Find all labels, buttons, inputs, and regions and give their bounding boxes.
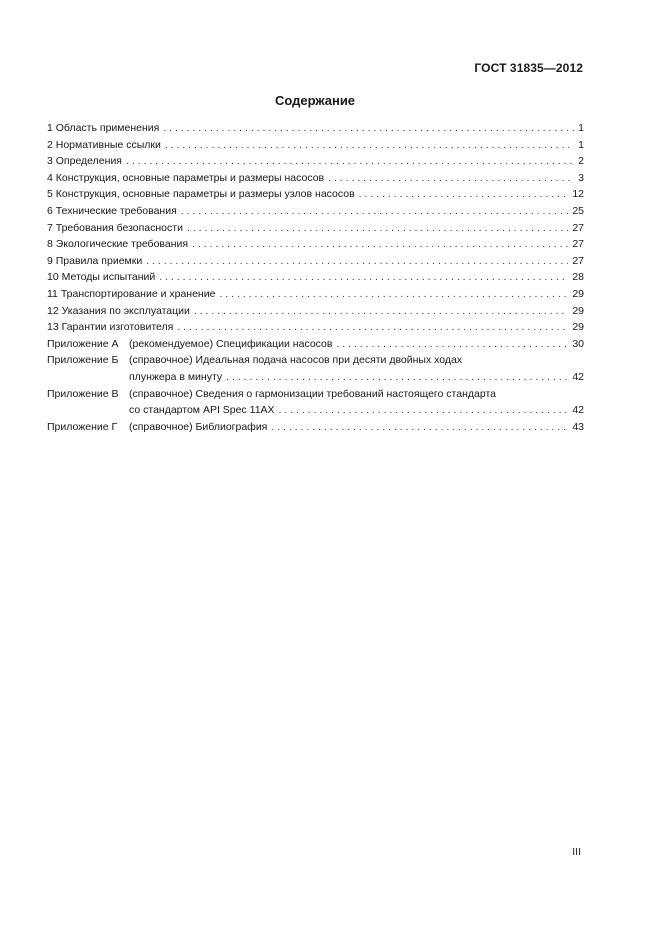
toc-entry-page: 1 [578, 122, 584, 134]
toc-entry-5[interactable] [47, 186, 584, 203]
toc-entry-page: 25 [572, 204, 584, 217]
dot-leader [219, 286, 568, 303]
dot-leader [126, 153, 574, 170]
toc-entry-8[interactable] [47, 236, 584, 253]
appendix-name: Приложение В [47, 387, 119, 400]
toc-entry-page: 3 [578, 171, 584, 184]
toc-entry-page: 2 [578, 155, 584, 168]
appendix-page: 30 [572, 337, 584, 350]
toc-entry-13[interactable] [47, 319, 584, 336]
appendix-title-cont: со стандартом API Spec 11AX [129, 404, 275, 417]
toc-entry-page: 12 [572, 188, 584, 201]
toc-entry-1[interactable] [47, 120, 584, 137]
toc-entry-label: 12 Указания по эксплуатации [47, 304, 190, 317]
toc-entry-12[interactable] [47, 303, 584, 320]
dot-leader [226, 369, 568, 386]
appendix-name: Приложение Г [47, 420, 118, 433]
toc-entry-label: 8 Экологические требования [47, 238, 189, 251]
toc-entry-label: 5 Конструкция, основные параметры и размеры узлов насосов [47, 188, 355, 201]
dot-leader [271, 419, 568, 436]
toc-entry-6[interactable] [47, 203, 584, 220]
appendix-title: (рекомендуемое) Спецификации насосов [129, 337, 333, 350]
dot-leader [359, 186, 569, 203]
appendix-title-cont: плунжера в минуту [129, 370, 223, 383]
toc-entry-page: 28 [572, 271, 584, 284]
toc-entry-label: 10 Методы испытаний [47, 271, 156, 284]
toc-appendix-a[interactable] [47, 336, 584, 353]
dot-leader [328, 170, 574, 187]
toc-appendix-v[interactable] [47, 386, 584, 419]
toc-entry-label: 9 Правила приемки [47, 254, 143, 267]
toc-entry-3[interactable] [47, 153, 584, 170]
toc-entry-9[interactable] [47, 253, 584, 270]
appendix-title: (справочное) Идеальная подача насосов при десяти двойных ходах [129, 354, 463, 367]
appendix-name: Приложение Б [47, 354, 119, 367]
toc-entry-page: 27 [572, 254, 584, 267]
toc-entry-label: 2 Нормативные ссылки [47, 138, 161, 151]
dot-leader [336, 336, 568, 353]
toc-entry-label: 4 Конструкция, основные параметры и размеры насосов [47, 171, 325, 184]
appendix-title: (справочное) Сведения о гармонизации требований настоящего стандарта [129, 387, 496, 400]
dot-leader [192, 236, 568, 253]
dot-leader [177, 319, 568, 336]
toc-appendix-g[interactable] [47, 419, 584, 436]
dot-leader [279, 402, 569, 419]
appendix-page: 42 [572, 404, 584, 417]
appendix-title: (справочное) Библиография [129, 420, 268, 433]
toc-entry-label: 7 Требования безопасности [47, 221, 183, 234]
toc-entry-page: 1 [578, 138, 584, 151]
toc-entry-label: 6 Технические требования [47, 204, 177, 217]
toc-entry-page: 29 [572, 287, 584, 300]
dot-leader [194, 303, 568, 320]
toc-appendix-b[interactable] [47, 352, 584, 385]
page-number: III [572, 846, 581, 858]
appendix-page: 42 [572, 370, 584, 383]
toc-entry-label: 13 Гарантии изготовителя [47, 321, 174, 334]
toc-entry-11[interactable] [47, 286, 584, 303]
toc-entry-page: 27 [572, 221, 584, 234]
toc-entry-page: 27 [572, 238, 584, 251]
toc-title: Содержание [274, 93, 356, 108]
dot-leader [165, 137, 574, 154]
toc-entry-label: 3 Определения [47, 155, 122, 168]
dot-leader [159, 269, 568, 286]
toc-entry-label: 1 Область применения [47, 122, 160, 134]
appendix-page: 43 [572, 420, 584, 433]
document-code: ГОСТ 31835—2012 [474, 61, 583, 75]
dot-leader [163, 120, 574, 137]
toc-entry-7[interactable] [47, 220, 584, 237]
dot-leader [146, 253, 568, 270]
toc-entry-2[interactable] [47, 137, 584, 154]
appendix-name: Приложение А [47, 337, 119, 350]
toc-entry-4[interactable] [47, 170, 584, 187]
toc-entry-label: 11 Транспортирование и хранение [47, 287, 216, 300]
dot-leader [181, 203, 569, 220]
toc-entry-page: 29 [572, 304, 584, 317]
toc-entry-page: 29 [572, 321, 584, 334]
toc-entry-10[interactable] [47, 269, 584, 286]
table-of-contents [47, 120, 584, 435]
dot-leader [187, 220, 568, 237]
